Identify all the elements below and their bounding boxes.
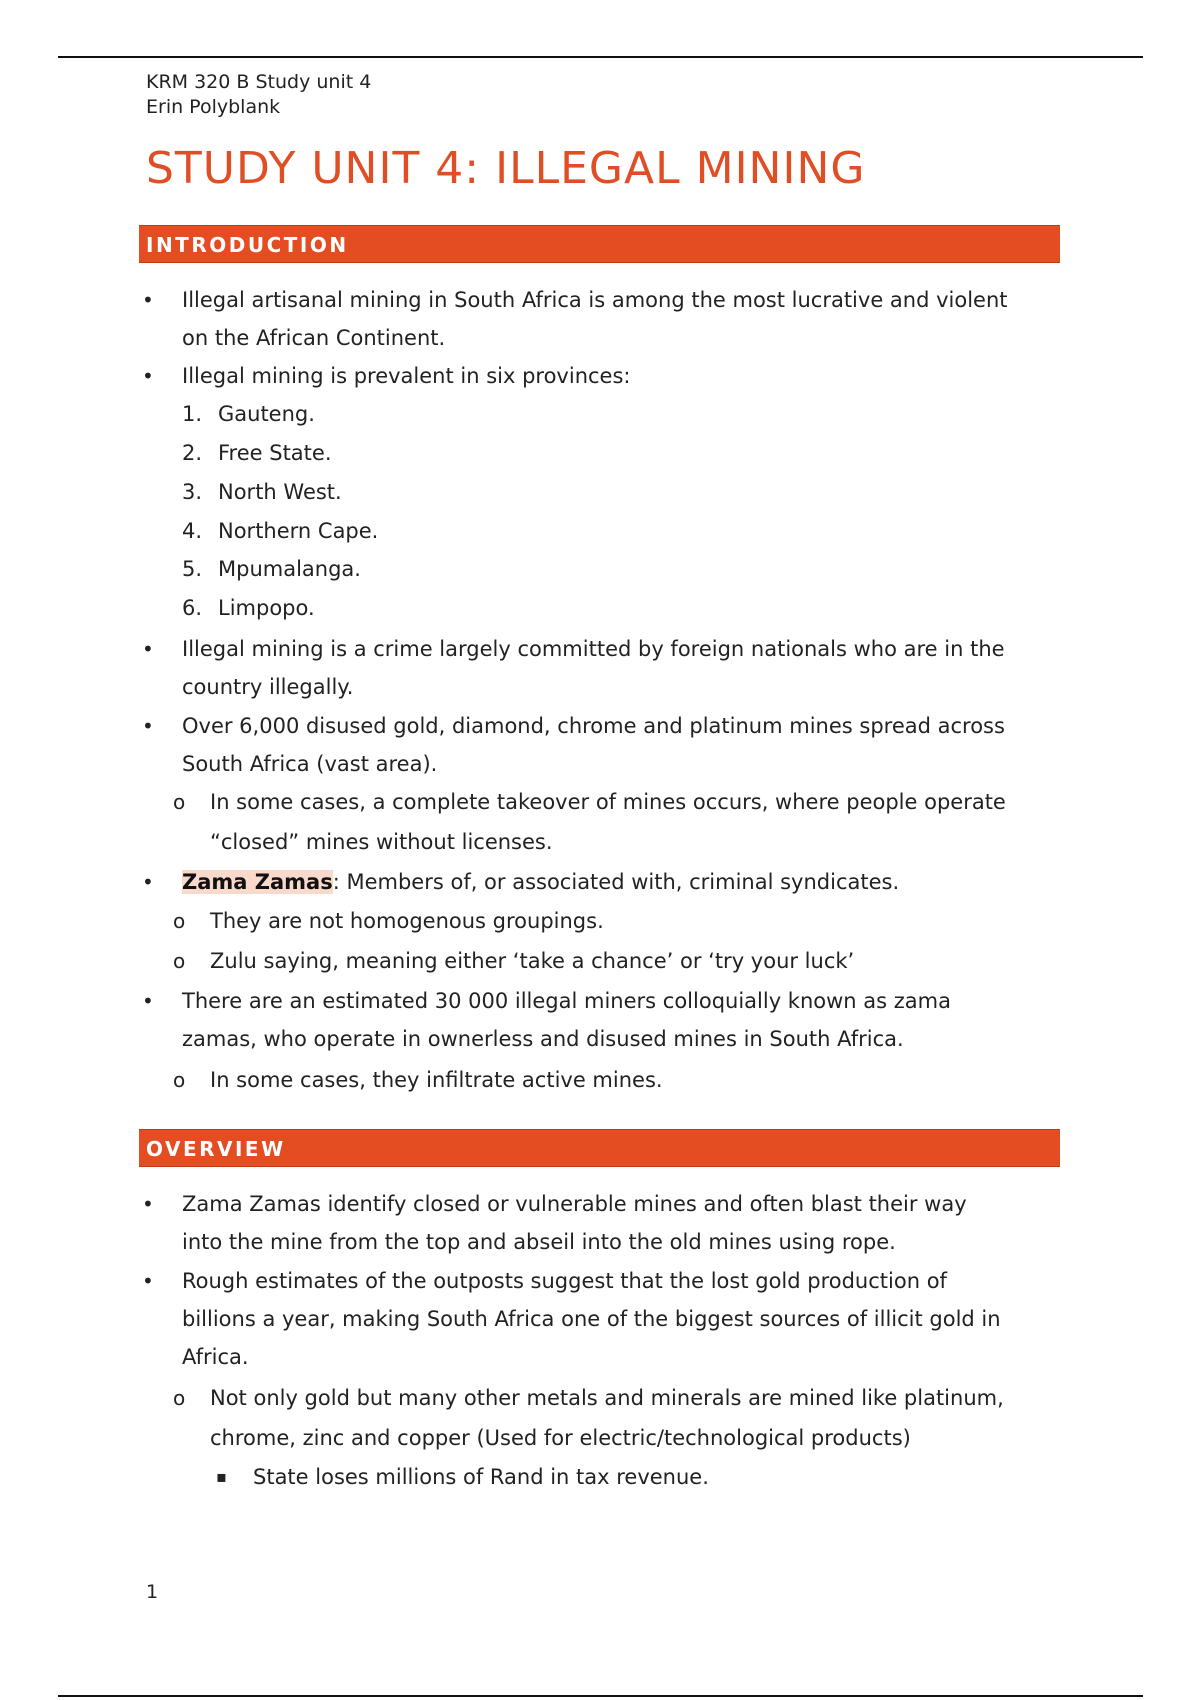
- document-header: [146, 70, 371, 120]
- intro-sub-bullet-3: Zulu saying, meaning either ‘take a chance’ or ‘try your luck’: [210, 949, 855, 973]
- overview-bullet-2-line-1: Rough estimates of the outposts suggest that the lost gold production of: [182, 1269, 947, 1293]
- intro-sub-bullet-4: In some cases, they infiltrate active mines.: [210, 1068, 663, 1092]
- overview-bullet-1-line-2: into the mine from the top and abseil into the old mines using rope.: [182, 1230, 896, 1254]
- intro-bullet-5: [182, 868, 899, 896]
- page-title: STUDY UNIT 4: ILLEGAL MINING: [146, 143, 866, 194]
- province-number: 3.: [182, 480, 203, 504]
- intro-sub-bullet-1-line-1: In some cases, a complete takeover of mines occurs, where people operate: [210, 790, 1006, 814]
- bullet-icon: •: [142, 288, 154, 312]
- province-item: Mpumalanga.: [218, 557, 361, 581]
- bullet-icon: •: [142, 714, 154, 738]
- bullet-icon: •: [142, 364, 154, 388]
- sub-bullet-icon: o: [173, 1386, 186, 1410]
- header-rule: [58, 56, 1143, 58]
- bullet-icon: •: [142, 989, 154, 1013]
- province-number: 1.: [182, 402, 203, 426]
- province-item: Northern Cape.: [218, 519, 379, 543]
- sub-bullet-icon: o: [173, 790, 186, 814]
- author-name: Erin Polyblank: [146, 96, 281, 118]
- intro-bullet-3-line-1: Illegal mining is a crime largely committed by foreign nationals who are in the: [182, 637, 1005, 661]
- bullet-icon: •: [142, 1269, 154, 1293]
- intro-bullet-1-line-2: on the African Continent.: [182, 326, 446, 350]
- province-item: Gauteng.: [218, 402, 315, 426]
- square-bullet-icon: ▪: [216, 1467, 227, 1486]
- overview-bullet-2-line-2: billions a year, making South Africa one of the biggest sources of illicit gold in: [182, 1307, 1001, 1331]
- overview-sub-sub-bullet-1: State loses millions of Rand in tax revenue.: [253, 1465, 709, 1489]
- province-item: North West.: [218, 480, 342, 504]
- sub-bullet-icon: o: [173, 1068, 186, 1092]
- intro-bullet-6-line-1: There are an estimated 30 000 illegal miners colloquially known as zama: [182, 989, 951, 1013]
- province-number: 6.: [182, 596, 203, 620]
- sub-bullet-icon: o: [173, 949, 186, 973]
- intro-bullet-3-line-2: country illegally.: [182, 675, 354, 699]
- footer-rule: [58, 1695, 1143, 1697]
- page-number: 1: [146, 1581, 159, 1603]
- intro-bullet-6-line-2: zamas, who operate in ownerless and disused mines in South Africa.: [182, 1027, 904, 1051]
- introduction-heading-bar: [139, 225, 1060, 263]
- province-number: 4.: [182, 519, 203, 543]
- province-number: 5.: [182, 557, 203, 581]
- intro-bullet-2: Illegal mining is prevalent in six provinces:: [182, 364, 631, 388]
- zama-zamas-definition: : Members of, or associated with, criminal syndicates.: [332, 870, 900, 894]
- course-code: KRM 320 B Study unit 4: [146, 71, 372, 93]
- bullet-icon: •: [142, 870, 154, 894]
- overview-bullet-1-line-1: Zama Zamas identify closed or vulnerable mines and often blast their way: [182, 1192, 967, 1216]
- sub-bullet-icon: o: [173, 909, 186, 933]
- bullet-icon: •: [142, 1192, 154, 1216]
- intro-bullet-4-line-2: South Africa (vast area).: [182, 752, 438, 776]
- zama-zamas-term: Zama Zamas: [182, 870, 333, 894]
- intro-bullet-1-line-1: Illegal artisanal mining in South Africa is among the most lucrative and violent: [182, 288, 1008, 312]
- overview-sub-bullet-1-line-1: Not only gold but many other metals and minerals are mined like platinum,: [210, 1386, 1004, 1410]
- overview-heading-bar: [139, 1129, 1060, 1167]
- province-item: Limpopo.: [218, 596, 315, 620]
- overview-bullet-2-line-3: Africa.: [182, 1345, 249, 1369]
- intro-sub-bullet-2: They are not homogenous groupings.: [210, 909, 604, 933]
- province-number: 2.: [182, 441, 203, 465]
- intro-sub-bullet-1-line-2: “closed” mines without licenses.: [210, 830, 553, 854]
- overview-sub-bullet-1-line-2: chrome, zinc and copper (Used for electric/technological products): [210, 1426, 911, 1450]
- province-item: Free State.: [218, 441, 332, 465]
- overview-heading: OVERVIEW: [146, 1137, 286, 1161]
- bullet-icon: •: [142, 637, 154, 661]
- intro-bullet-4-line-1: Over 6,000 disused gold, diamond, chrome and platinum mines spread across: [182, 714, 1005, 738]
- introduction-heading: INTRODUCTION: [146, 233, 349, 257]
